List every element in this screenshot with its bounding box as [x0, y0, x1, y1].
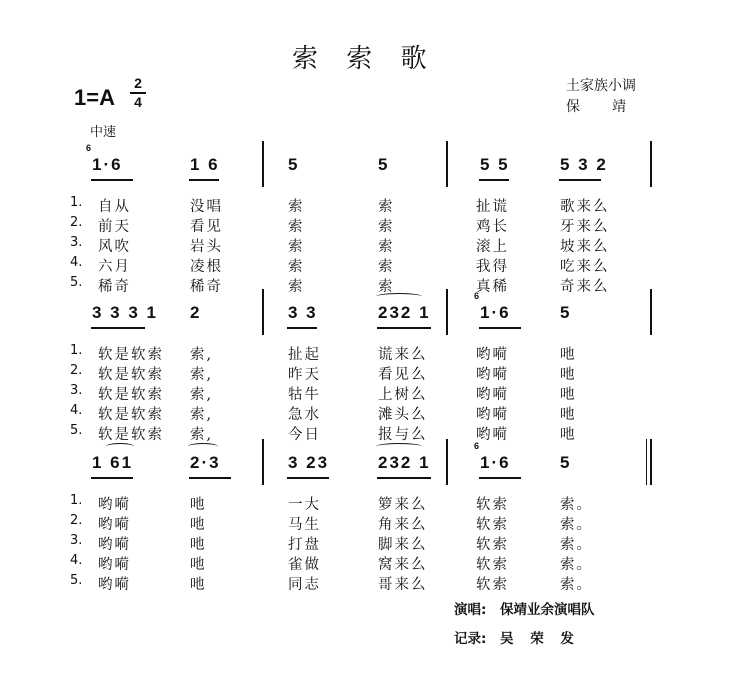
lyric-syllables: 箩来么 — [378, 497, 428, 513]
lyric-syllables: 角来么 — [378, 517, 428, 533]
beam-line — [91, 327, 145, 329]
verse-number: 3. — [70, 383, 83, 398]
lyric-syllables: 哟嗬 — [476, 387, 509, 403]
lyric-syllables: 软是软索 — [98, 407, 164, 423]
note-group: 3 3 3 1 — [92, 303, 158, 322]
note-group: 1·6 — [480, 453, 511, 472]
barline — [650, 141, 652, 187]
note-group: 3 3 — [288, 303, 318, 322]
lyric-syllables: 索。 — [560, 517, 593, 533]
verse-number: 2. — [70, 363, 83, 378]
lyric-syllables: 扯谎 — [476, 199, 509, 215]
lyric-syllables: 上树么 — [378, 387, 428, 403]
lyric-syllables: 吔 — [560, 367, 577, 383]
lyric-syllables: 软是软索 — [98, 347, 164, 363]
verse-number: 1. — [70, 493, 83, 508]
lyric-syllables: 哟嗬 — [98, 557, 131, 573]
song-title: 索 索 歌 — [292, 44, 437, 74]
verse-number: 2. — [70, 215, 83, 230]
lyric-syllables: 看见 — [190, 219, 223, 235]
beam-line — [189, 179, 219, 181]
time-signature-bottom: 4 — [134, 94, 142, 110]
lyric-syllables: 索 — [378, 239, 395, 255]
lyric-syllables: 鸡长 — [476, 219, 509, 235]
note-group: 2 — [190, 303, 202, 322]
lyric-syllables: 索 — [378, 279, 395, 295]
lyric-syllables: 索 — [288, 239, 305, 255]
lyric-syllables: 软是软索 — [98, 367, 164, 383]
lyric-syllables: 坡来么 — [560, 239, 610, 255]
barline — [446, 289, 448, 335]
barline — [650, 289, 652, 335]
grace-note: 6 — [474, 441, 480, 451]
lyric-syllables: 稀奇 — [190, 279, 223, 295]
verse-number: 2. — [70, 513, 83, 528]
slur-mark — [376, 443, 422, 450]
lyric-syllables: 我得 — [476, 259, 509, 275]
barline — [646, 439, 647, 485]
lyric-syllables: 哟嗬 — [98, 517, 131, 533]
lyric-syllables: 哥来么 — [378, 577, 428, 593]
lyric-syllables: 牙来么 — [560, 219, 610, 235]
recorder-label: 记录: — [454, 631, 487, 647]
barline — [446, 141, 448, 187]
tempo-marking: 中速 — [90, 125, 117, 140]
lyric-syllables: 风吹 — [98, 239, 131, 255]
barline — [262, 439, 264, 485]
note-group: 1·6 — [92, 155, 123, 174]
lyric-syllables: 急水 — [288, 407, 321, 423]
lyric-syllables: 索, — [190, 367, 214, 383]
key-signature: 1=A — [74, 85, 115, 110]
singer-label: 演唱: — [454, 602, 487, 618]
lyric-syllables: 真稀 — [476, 279, 509, 295]
lyric-syllables: 前天 — [98, 219, 131, 235]
lyric-syllables: 吔 — [190, 537, 207, 553]
lyric-syllables: 索 — [378, 199, 395, 215]
beam-line — [479, 179, 509, 181]
lyric-syllables: 索。 — [560, 537, 593, 553]
lyric-syllables: 滚上 — [476, 239, 509, 255]
lyric-syllables: 软是软索 — [98, 387, 164, 403]
lyric-syllables: 软索 — [476, 557, 509, 573]
lyric-syllables: 吔 — [190, 557, 207, 573]
lyric-syllables: 哟嗬 — [476, 427, 509, 443]
beam-line — [377, 477, 431, 479]
lyric-syllables: 哟嗬 — [476, 407, 509, 423]
barline — [262, 289, 264, 335]
verse-number: 4. — [70, 403, 83, 418]
lyric-syllables: 吔 — [190, 577, 207, 593]
lyric-syllables: 软索 — [476, 577, 509, 593]
lyric-syllables: 软索 — [476, 537, 509, 553]
beam-line — [91, 477, 133, 479]
lyric-syllables: 索 — [378, 219, 395, 235]
lyric-syllables: 谎来么 — [378, 347, 428, 363]
verse-number: 5. — [70, 275, 83, 290]
verse-number: 4. — [70, 553, 83, 568]
lyric-syllables: 索 — [378, 259, 395, 275]
lyric-syllables: 稀奇 — [98, 279, 131, 295]
recorder-name: 吴 荣 发 — [500, 631, 580, 647]
note-group: 1 6 — [190, 155, 220, 174]
note-group: 232 1 — [378, 303, 431, 322]
slur-mark — [106, 443, 134, 450]
lyric-syllables: 滩头么 — [378, 407, 428, 423]
note-group: 5 — [560, 453, 572, 472]
lyric-syllables: 软是软索 — [98, 427, 164, 443]
lyric-syllables: 一大 — [288, 497, 321, 513]
time-signature-top: 2 — [134, 75, 142, 91]
time-signature — [130, 76, 146, 110]
lyric-syllables: 吔 — [560, 347, 577, 363]
beam-line — [287, 477, 329, 479]
lyric-syllables: 哟嗬 — [476, 347, 509, 363]
lyric-syllables: 马生 — [288, 517, 321, 533]
lyric-syllables: 六月 — [98, 259, 131, 275]
lyric-syllables: 吔 — [190, 517, 207, 533]
lyric-syllables: 索, — [190, 427, 214, 443]
lyric-syllables: 同志 — [288, 577, 321, 593]
note-group: 2·3 — [190, 453, 221, 472]
lyric-syllables: 索。 — [560, 557, 593, 573]
lyric-syllables: 索 — [288, 279, 305, 295]
verse-number: 1. — [70, 195, 83, 210]
verse-number: 5. — [70, 573, 83, 588]
lyric-syllables: 索 — [288, 259, 305, 275]
note-group: 5 — [560, 303, 572, 322]
singer-name: 保靖业余演唱队 — [500, 602, 595, 618]
lyric-syllables: 歌来么 — [560, 199, 610, 215]
beam-line — [91, 179, 133, 181]
lyric-syllables: 索。 — [560, 577, 593, 593]
verse-number: 3. — [70, 533, 83, 548]
lyric-syllables: 自从 — [98, 199, 131, 215]
lyric-syllables: 索。 — [560, 497, 593, 513]
lyric-syllables: 索 — [288, 199, 305, 215]
beam-line — [377, 327, 431, 329]
lyric-syllables: 哟嗬 — [98, 537, 131, 553]
lyric-syllables: 岩头 — [190, 239, 223, 255]
note-group: 5 3 2 — [560, 155, 608, 174]
lyric-syllables: 哟嗬 — [476, 367, 509, 383]
lyric-syllables: 软索 — [476, 497, 509, 513]
lyric-syllables: 哟嗬 — [98, 577, 131, 593]
lyric-syllables: 看见么 — [378, 367, 428, 383]
lyric-syllables: 脚来么 — [378, 537, 428, 553]
beam-line — [479, 327, 521, 329]
lyric-syllables: 吔 — [560, 427, 577, 443]
lyric-syllables: 窝来么 — [378, 557, 428, 573]
lyric-syllables: 昨天 — [288, 367, 321, 383]
note-group: 1·6 — [480, 303, 511, 322]
lyric-syllables: 索, — [190, 407, 214, 423]
lyric-syllables: 打盘 — [288, 537, 321, 553]
barline — [262, 141, 264, 187]
verse-number: 1. — [70, 343, 83, 358]
genre-label: 土家族小调 — [566, 78, 636, 94]
lyric-syllables: 索, — [190, 387, 214, 403]
lyric-syllables: 吔 — [560, 387, 577, 403]
lyric-syllables: 吃来么 — [560, 259, 610, 275]
note-group: 5 — [378, 155, 390, 174]
verse-number: 4. — [70, 255, 83, 270]
slur-mark — [188, 443, 218, 450]
lyric-syllables: 没唱 — [190, 199, 223, 215]
lyric-syllables: 今日 — [288, 427, 321, 443]
beam-line — [479, 477, 521, 479]
lyric-syllables: 雀做 — [288, 557, 321, 573]
lyric-syllables: 扯起 — [288, 347, 321, 363]
lyric-syllables: 牯牛 — [288, 387, 321, 403]
lyric-syllables: 索, — [190, 347, 214, 363]
barline — [650, 439, 652, 485]
lyric-syllables: 吔 — [560, 407, 577, 423]
lyric-syllables: 哟嗬 — [98, 497, 131, 513]
lyric-syllables: 报与么 — [378, 427, 428, 443]
note-group: 5 — [288, 155, 300, 174]
slur-mark — [376, 293, 422, 300]
note-group: 3 23 — [288, 453, 330, 472]
verse-number: 3. — [70, 235, 83, 250]
note-group: 232 1 — [378, 453, 431, 472]
beam-line — [559, 179, 601, 181]
arranger-label: 保靖 — [566, 99, 658, 115]
lyric-syllables: 凌根 — [190, 259, 223, 275]
lyric-syllables: 奇来么 — [560, 279, 610, 295]
lyric-syllables: 吔 — [190, 497, 207, 513]
barline — [446, 439, 448, 485]
beam-line — [287, 327, 317, 329]
verse-number: 5. — [70, 423, 83, 438]
lyric-syllables: 索 — [288, 219, 305, 235]
grace-note: 6 — [474, 291, 480, 301]
grace-note: 6 — [86, 143, 92, 153]
note-group: 5 5 — [480, 155, 510, 174]
note-group: 1 61 — [92, 453, 134, 472]
beam-line — [189, 477, 231, 479]
lyric-syllables: 软索 — [476, 517, 509, 533]
